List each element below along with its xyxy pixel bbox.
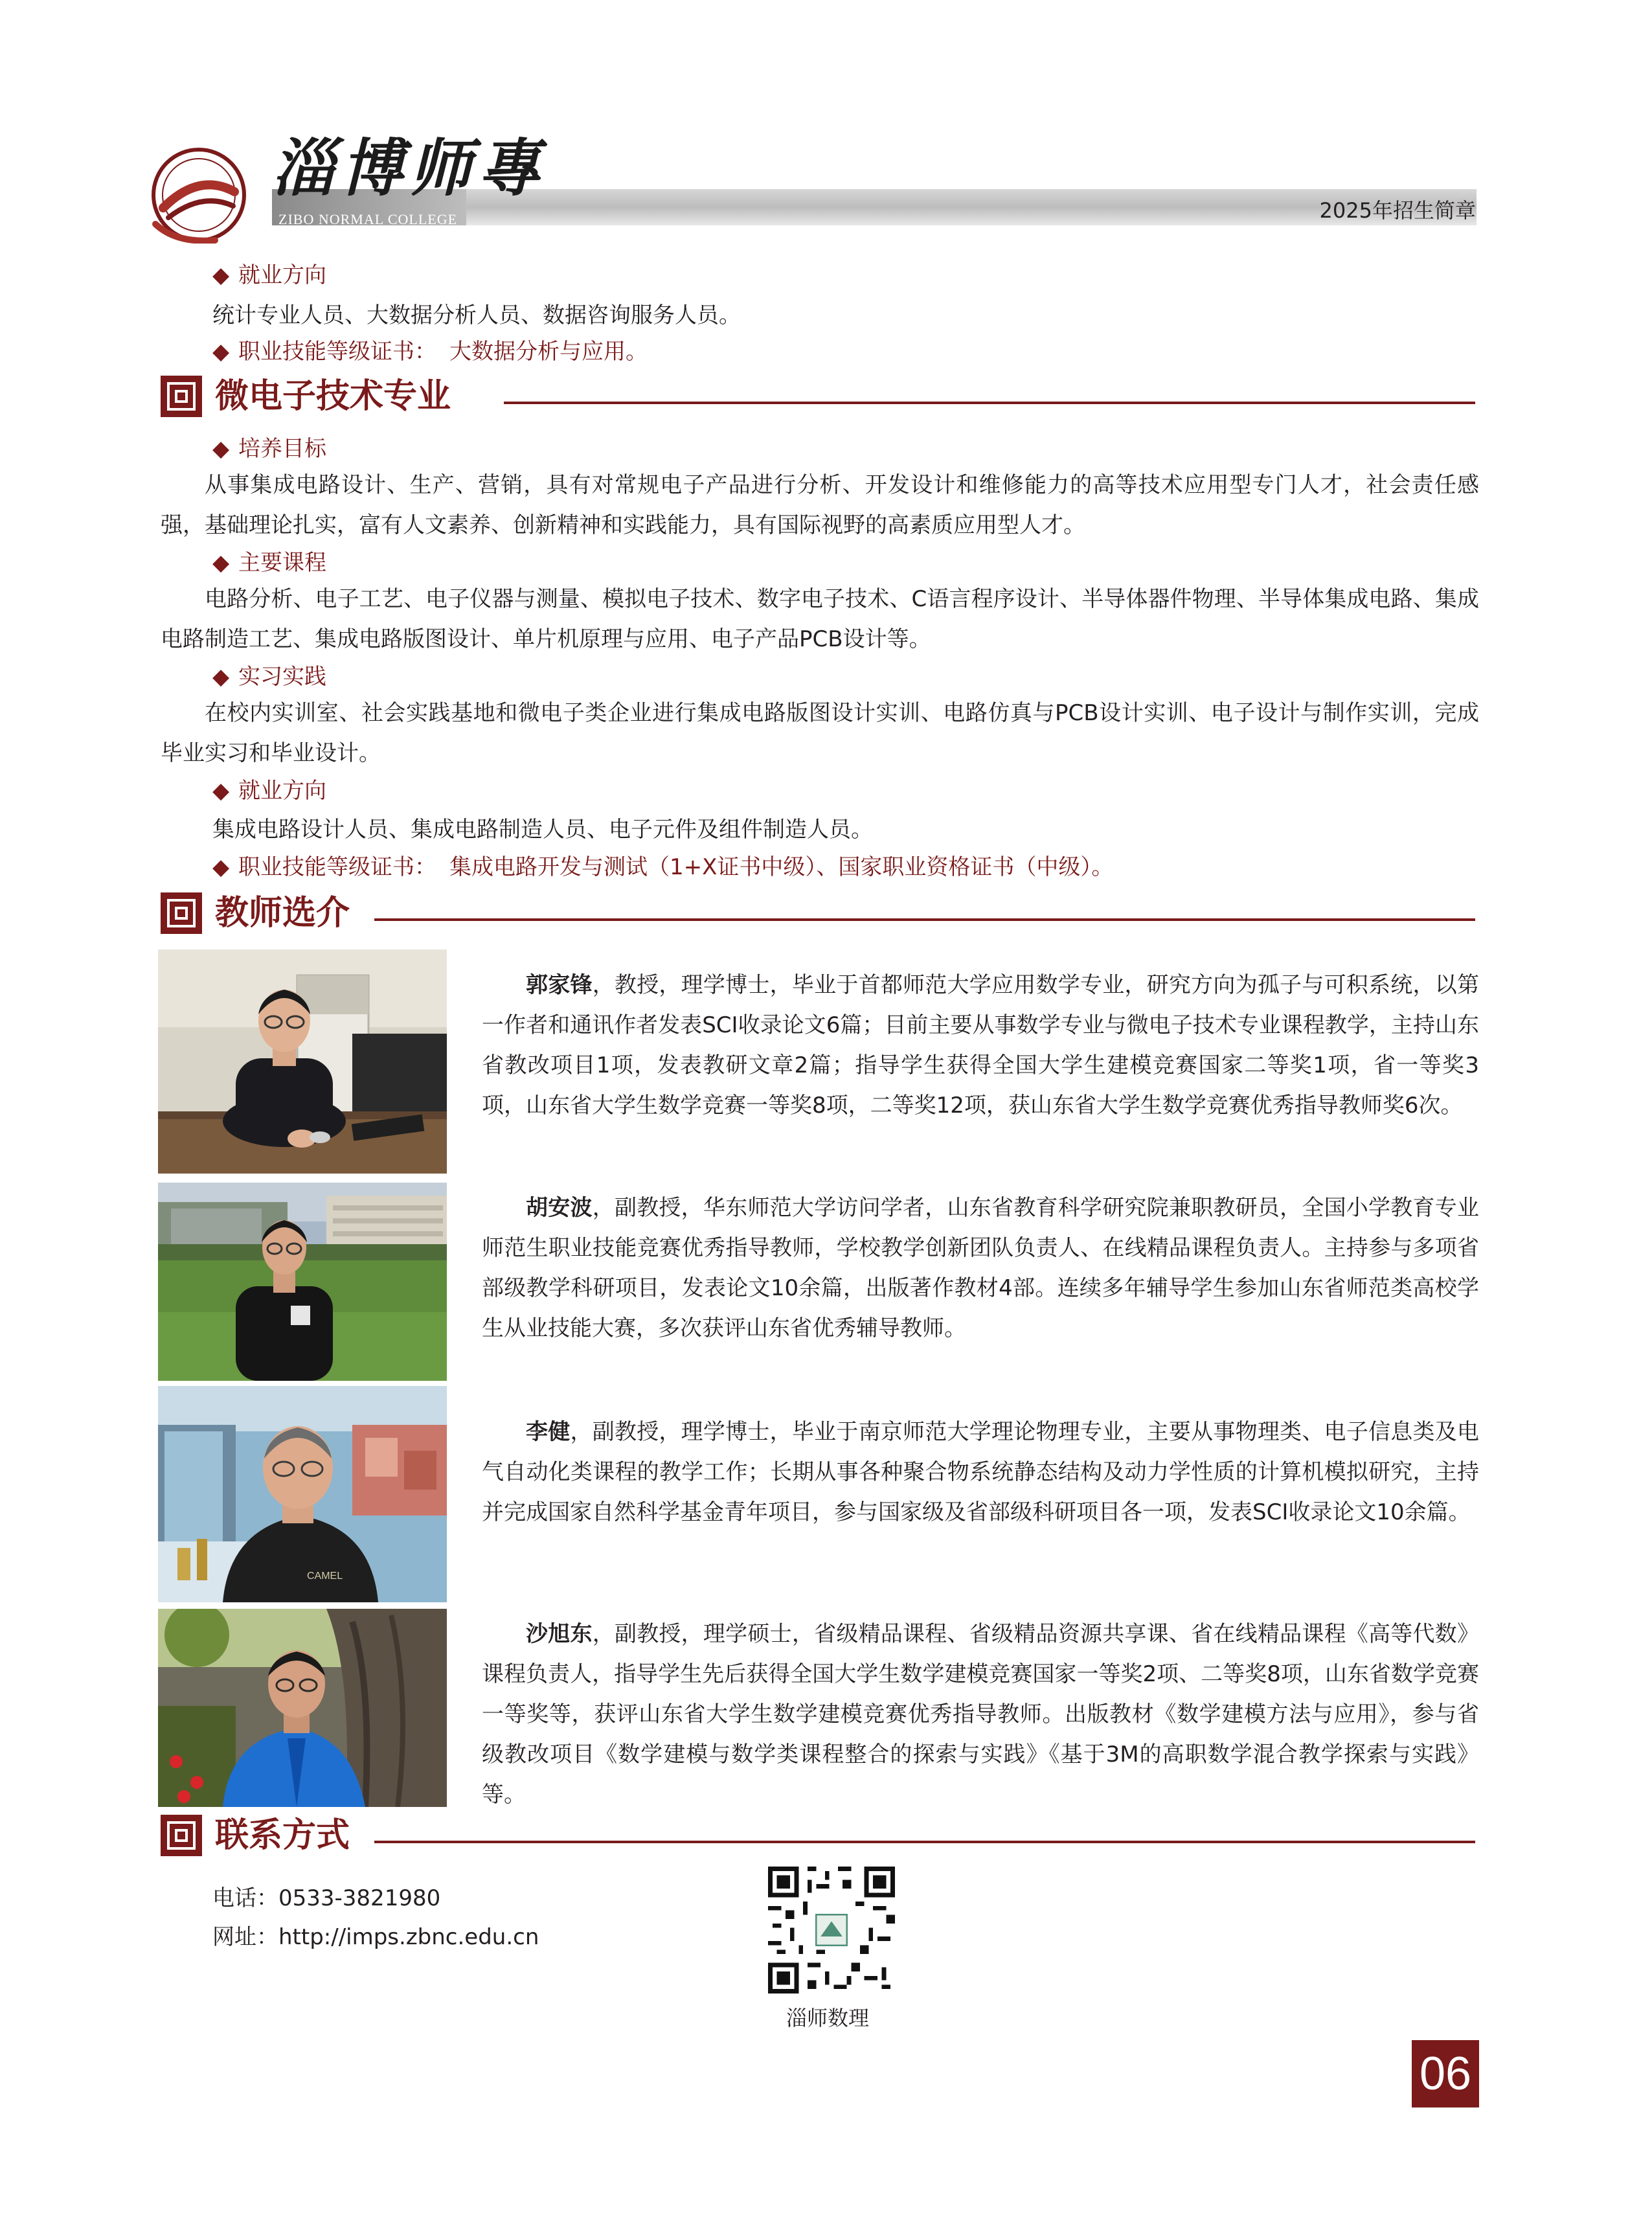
teacher-bio-guo: 郭家锋，教授，理学博士，毕业于首都师范大学应用数学专业，研究方向为孤子与可积系统，以第一作者和通讯作者发表SCI收录论文6篇；目前主要从事数学专业与微电子技术专业课程教学，主持山东省教改项目1项，发表教研文章2篇；指导学生获得全国大学生建模竞赛国家二等奖1项，省一等奖3项，山东省大学生数学竞赛一等奖8项，二等奖12项，获山东省大学生数学竞赛优秀指导教师奖6次。 xyxy=(482,972,1480,1119)
brochure-title: 2025年招生简章 xyxy=(1319,198,1476,223)
teacher-name: 沙旭东 xyxy=(526,1621,593,1647)
goal-text: 从事集成电路设计、生产、营销，具有对常规电子产品进行分析、开发设计和维修能力的高等技术应用型专门人才，社会责任感强，基础理论扎实，富有人文素养、创新精神和实践能力，具有国际视野的高素质应用型人才。 xyxy=(161,472,1479,538)
diamond-bullet-icon: ◆ xyxy=(212,550,230,576)
section-marker-icon xyxy=(161,376,202,417)
section-marker-icon xyxy=(161,1815,202,1856)
employment-text-micro: 集成电路设计人员、集成电路制造人员、电子元件及组件制造人员。 xyxy=(212,817,873,843)
teacher-name: 李健 xyxy=(526,1419,571,1445)
section-title: 微电子技术专业 xyxy=(215,377,451,416)
practice-text: 在校内实训室、社会实践基地和微电子类企业进行集成电路版图设计实训、电路仿真与PCB设计实训、电子设计与制作实训，完成毕业实习和毕业设计。 xyxy=(161,700,1479,766)
college-logo-icon xyxy=(150,146,247,244)
teacher-bio-hu: 胡安波，副教授，华东师范大学访问学者，山东省教育科学研究院兼职教研员，全国小学教育专业师范生职业技能竞赛优秀指导教师，学校教学创新团队负责人、在线精品课程负责人。主持参与多项省部级教学科研项目，发表论文10余篇，出版著作教材4部。连续多年辅导学生参加山东省师范类高校学生从业技能大赛，多次获评山东省优秀辅导教师。 xyxy=(482,1195,1480,1341)
teacher-name: 胡安波 xyxy=(526,1195,593,1221)
teacher-bio-li: 李健，副教授，理学博士，毕业于南京师范大学理论物理专业，主要从事物理类、电子信息类及电气自动化类课程的教学工作；长期从事各种聚合物系统静态结构及动力学性质的计算机模拟研究，主持并完成国家自然科学基金青年项目，参与国家级及省部级科研项目各一项，发表SCI收录论文10余篇。 xyxy=(482,1419,1480,1525)
diamond-bullet-icon: ◆ xyxy=(212,339,230,365)
teacher-photo-hu xyxy=(158,1183,447,1381)
teacher-photo-guo xyxy=(158,949,447,1174)
contact-phone: 电话：0533-3821980 xyxy=(212,1885,441,1911)
qr-code-icon[interactable] xyxy=(768,1867,895,1993)
section-title: 联系方式 xyxy=(215,1816,350,1855)
teacher-name: 郭家锋 xyxy=(526,972,593,998)
section-rule xyxy=(504,402,1475,404)
diamond-bullet-icon: ◆ xyxy=(212,778,230,804)
qr-caption: 淄师数理 xyxy=(786,2006,870,2030)
employment-text-bigdata: 统计专业人员、大数据分析人员、数据咨询服务人员。 xyxy=(212,302,741,328)
section-header-contact xyxy=(161,1815,1475,1861)
employment-heading-bigdata: ◆ 就业方向 xyxy=(212,262,326,288)
teacher-bio-sha: 沙旭东，副教授，理学硕士，省级精品课程、省级精品资源共享课、省在线精品课程《高等代数》课程负责人，指导学生先后获得全国大学生数学建模竞赛国家一等奖2项、二等奖8项，山东省数学竞赛一等奖等，获评山东省大学生数学建模竞赛优秀指导教师。出版教材《数学建模方法与应用》，参与省级教改项目《数学建模与数学类课程整合的探索与实践》《基于3M的高职数学混合教学探索与实践》等。 xyxy=(482,1621,1480,1808)
courses-text: 电路分析、电子工艺、电子仪器与测量、模拟电子技术、数字电子技术、C语言程序设计、半导体器件物理、半导体集成电路、集成电路制造工艺、集成电路版图设计、单片机原理与应用、电子产品PCB设计等。 xyxy=(161,586,1479,652)
section-marker-icon xyxy=(161,892,202,934)
certificate-line-micro: ◆ 职业技能等级证书： 集成电路开发与测试（1+X证书中级）、国家职业资格证书（中级）。 xyxy=(212,854,1114,880)
certificate-line-bigdata: ◆ 职业技能等级证书： 大数据分析与应用。 xyxy=(212,339,648,365)
brand-name-english: ZIBO NORMAL COLLEGE xyxy=(278,211,458,227)
section-header-microelectronics xyxy=(161,376,1475,422)
section-rule xyxy=(374,918,1475,921)
diamond-bullet-icon: ◆ xyxy=(212,436,230,462)
brand-name: 淄博师專 xyxy=(272,131,547,205)
jacket-logo-text: CAMEL xyxy=(307,1571,343,1582)
teacher-photo-li xyxy=(158,1386,447,1602)
goal-heading: ◆ 培养目标 xyxy=(212,436,326,462)
teacher-photo-sha xyxy=(158,1609,447,1807)
practice-heading: ◆ 实习实践 xyxy=(212,664,326,690)
section-header-teachers xyxy=(161,892,1475,939)
courses-heading: ◆ 主要课程 xyxy=(212,550,326,576)
website-link[interactable]: http://imps.zbnc.edu.cn xyxy=(278,1924,539,1950)
diamond-bullet-icon: ◆ xyxy=(212,262,230,288)
diamond-bullet-icon: ◆ xyxy=(212,664,230,690)
section-rule xyxy=(374,1841,1475,1843)
page-number: 06 xyxy=(1412,2040,1479,2107)
diamond-bullet-icon: ◆ xyxy=(212,854,230,880)
contact-website[interactable]: 网址：http://imps.zbnc.edu.cn xyxy=(212,1924,539,1950)
section-title: 教师选介 xyxy=(215,894,350,933)
employment-heading-micro: ◆ 就业方向 xyxy=(212,778,326,804)
